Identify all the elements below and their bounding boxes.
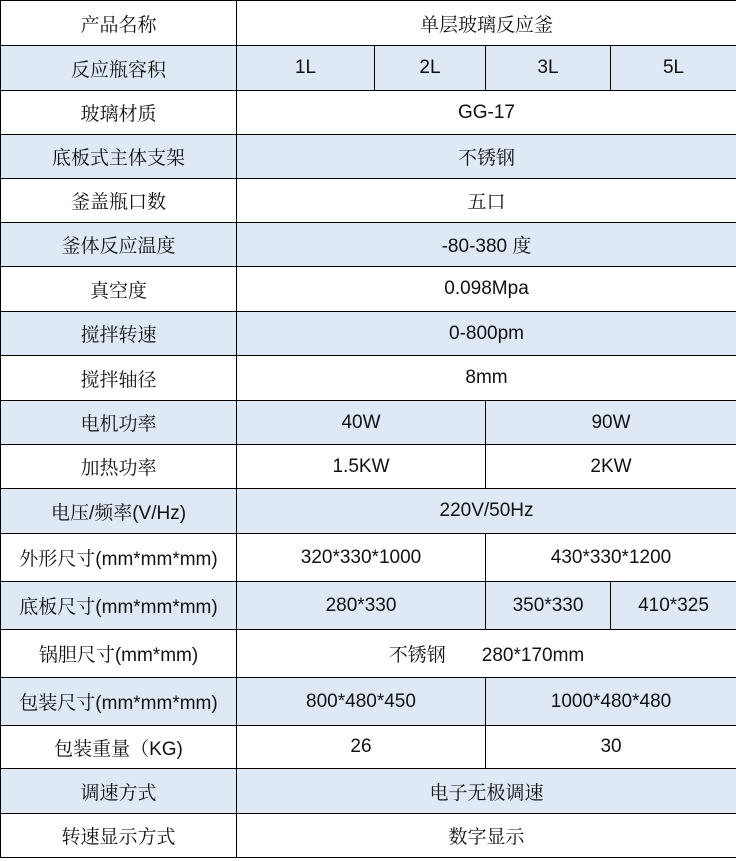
row-label: 玻璃材质 (1, 91, 237, 135)
value-cell: 数字显示 (237, 814, 736, 858)
value-cell: GG-17 (237, 91, 736, 135)
row-label: 外形尺寸(mm*mm*mm) (1, 534, 237, 582)
table-row (1, 356, 736, 401)
table-row (1, 312, 736, 356)
row-label: 真空度 (1, 267, 237, 312)
row-label: 搅拌转速 (1, 312, 237, 356)
row-label: 底板式主体支架 (1, 135, 237, 179)
row-label: 产品名称 (1, 1, 237, 46)
table-row (1, 678, 736, 726)
value-cell (237, 630, 736, 678)
row-label: 锅胆尺寸(mm*mm) (1, 630, 237, 678)
value-cell: 800*480*450 (237, 678, 486, 726)
table-row (1, 814, 736, 858)
row-label: 釜盖瓶口数 (1, 179, 237, 223)
value-cell: 8mm (237, 356, 736, 401)
table-row (1, 91, 736, 135)
value-cell: 220V/50Hz (237, 489, 736, 534)
value-cell: 1.5KW (237, 445, 486, 489)
value-cell: 五口 (237, 179, 736, 223)
table-row (1, 223, 736, 267)
table-row (1, 135, 736, 179)
table-row (1, 1, 736, 46)
row-label: 反应瓶容积 (1, 46, 237, 91)
value-cell: 1L (237, 46, 375, 91)
value-cell: 350*330 (486, 582, 611, 630)
value-cell: 3L (486, 46, 611, 91)
row-label: 包装尺寸(mm*mm*mm) (1, 678, 237, 726)
table-row (1, 46, 736, 91)
value-cell: 单层玻璃反应釜 (237, 1, 736, 46)
value-material: 不锈钢 (388, 645, 446, 666)
value-cell: 30 (486, 726, 736, 769)
table-row (1, 534, 736, 582)
value-cell: 430*330*1200 (486, 534, 736, 582)
row-label: 电压/频率(V/Hz) (1, 489, 237, 534)
value-cell: 5L (611, 46, 736, 91)
value-cell: 2KW (486, 445, 736, 489)
spec-table-body (1, 1, 736, 858)
table-row (1, 179, 736, 223)
table-row (1, 769, 736, 814)
table-row (1, 445, 736, 489)
value-cell: 1000*480*480 (486, 678, 736, 726)
row-label: 底板尺寸(mm*mm*mm) (1, 582, 237, 630)
table-row (1, 582, 736, 630)
row-label: 搅拌轴径 (1, 356, 237, 401)
row-label: 电机功率 (1, 401, 237, 445)
value-cell: 不锈钢 (237, 135, 736, 179)
value-cell: 电子无极调速 (237, 769, 736, 814)
value-cell: 2L (375, 46, 486, 91)
value-cell: 280*330 (237, 582, 486, 630)
value-cell: 26 (237, 726, 486, 769)
value-cell: 90W (486, 401, 736, 445)
value-cell: 320*330*1000 (237, 534, 486, 582)
row-label: 转速显示方式 (1, 814, 237, 858)
value-size: 280*170mm (481, 645, 585, 666)
value-cell: 0-800pm (237, 312, 736, 356)
row-label: 加热功率 (1, 445, 237, 489)
value-cell: 40W (237, 401, 486, 445)
table-row (1, 489, 736, 534)
table-row (1, 630, 736, 678)
table-row (1, 401, 736, 445)
value-cell: 0.098Mpa (237, 267, 736, 312)
row-label: 调速方式 (1, 769, 237, 814)
table-row (1, 726, 736, 769)
row-label: 包装重量（KG) (1, 726, 237, 769)
value-cell: -80-380 度 (237, 223, 736, 267)
value-cell: 410*325 (611, 582, 736, 630)
table-row (1, 267, 736, 312)
row-label: 釜体反应温度 (1, 223, 237, 267)
